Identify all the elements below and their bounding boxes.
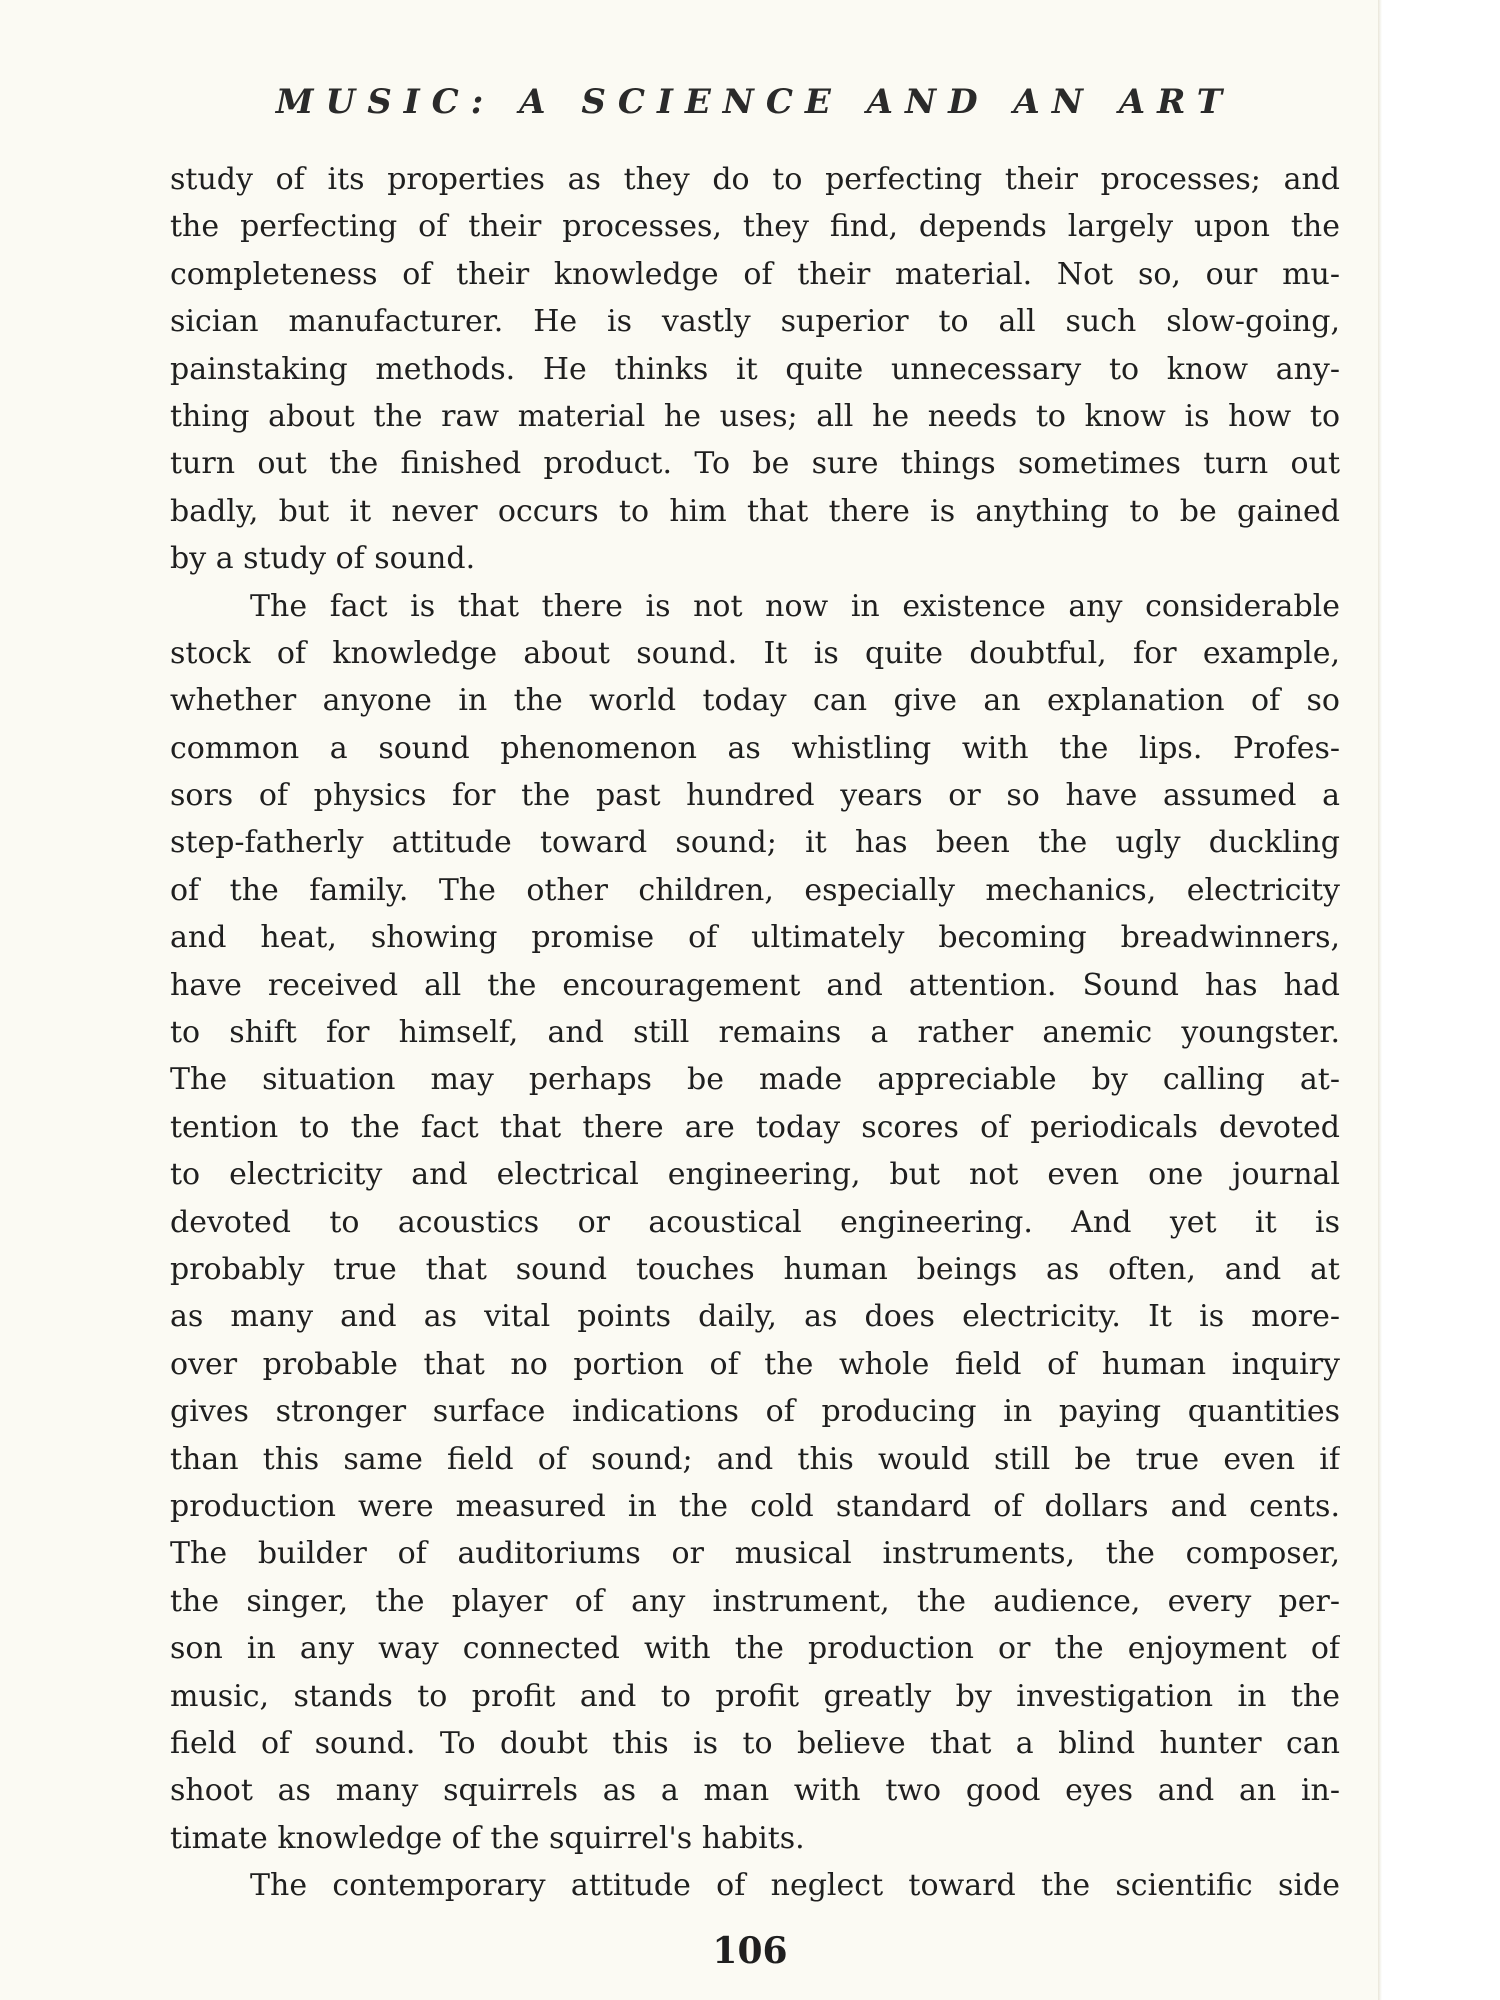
text-line: over probable that no portion of the whole field of human inquiry [170, 1346, 1340, 1382]
text-line: The contemporary attitude of neglect toward the scientific side [250, 1868, 1340, 1904]
text-line: the perfecting of their processes, they find, depends largely upon the [170, 209, 1340, 245]
text-line: step-fatherly attitude toward sound; it has been the ugly duckling [170, 825, 1340, 861]
text-line: than this same field of sound; and this would still be true even if [170, 1441, 1340, 1477]
text-line: have received all the encouragement and attention. Sound has had [170, 967, 1340, 1003]
text-line: of the family. The other children, especially mechanics, electricity [170, 872, 1340, 908]
text-line: badly, but it never occurs to him that there is anything to be gained [170, 493, 1340, 529]
text-line: sors of physics for the past hundred years or so have assumed a [170, 778, 1340, 814]
text-line: music, stands to profit and to profit greatly by investigation in the [170, 1678, 1340, 1714]
text-line: common a sound phenomenon as whistling with the lips. Profes- [170, 730, 1340, 766]
page-number: 106 [712, 1930, 788, 1972]
text-line: the singer, the player of any instrument, the audience, every per- [170, 1583, 1340, 1619]
body-text [170, 156, 1340, 1909]
text-line: by a study of sound. [170, 541, 476, 577]
text-line: turn out the finished product. To be sure things sometimes turn out [170, 446, 1340, 482]
text-line: study of its properties as they do to perfecting their processes; and [170, 162, 1340, 197]
text-line: son in any way connected with the production or the enjoyment of [170, 1631, 1340, 1667]
text-line: The builder of auditoriums or musical instruments, the composer, [170, 1536, 1340, 1572]
text-line: stock of knowledge about sound. It is quite doubtful, for example, [170, 635, 1340, 671]
text-line: gives stronger surface indications of producing in paying quantities [170, 1394, 1340, 1430]
running-head: MUSIC: A SCIENCE AND AN ART [275, 82, 1235, 122]
text-line: painstaking methods. He thinks it quite unnecessary to know any- [170, 351, 1340, 387]
text-line: shoot as many squirrels as a man with two good eyes and an in- [170, 1773, 1340, 1809]
text-line: and heat, showing promise of ultimately becoming breadwinners, [170, 920, 1340, 956]
text-line: field of sound. To doubt this is to believe that a blind hunter can [170, 1725, 1340, 1761]
text-line: as many and as vital points daily, as does electricity. It is more- [170, 1299, 1340, 1335]
text-line: sician manufacturer. He is vastly superior to all such slow-going, [170, 304, 1340, 340]
text-line: The situation may perhaps be made appreciable by calling at- [170, 1062, 1340, 1098]
text-line: tention to the fact that there are today scores of periodicals devoted [170, 1109, 1340, 1145]
text-line: whether anyone in the world today can give an explanation of so [170, 683, 1340, 719]
text-line: devoted to acoustics or acoustical engineering. And yet it is [170, 1204, 1340, 1240]
text-line: probably true that sound touches human beings as often, and at [170, 1251, 1340, 1287]
text-line: The fact is that there is not now in existence any considerable [250, 588, 1340, 624]
text-line: timate knowledge of the squirrel's habits. [170, 1820, 805, 1856]
text-line: completeness of their knowledge of their material. Not so, our mu- [170, 256, 1340, 292]
text-line: to shift for himself, and still remains a rather anemic youngster. [170, 1015, 1340, 1051]
text-line: to electricity and electrical engineering, but not even one journal [170, 1157, 1340, 1193]
page-edge [1378, 0, 1382, 2000]
text-line: production were measured in the cold standard of dollars and cents. [170, 1488, 1340, 1524]
text-line: thing about the raw material he uses; all he needs to know is how to [170, 398, 1340, 434]
